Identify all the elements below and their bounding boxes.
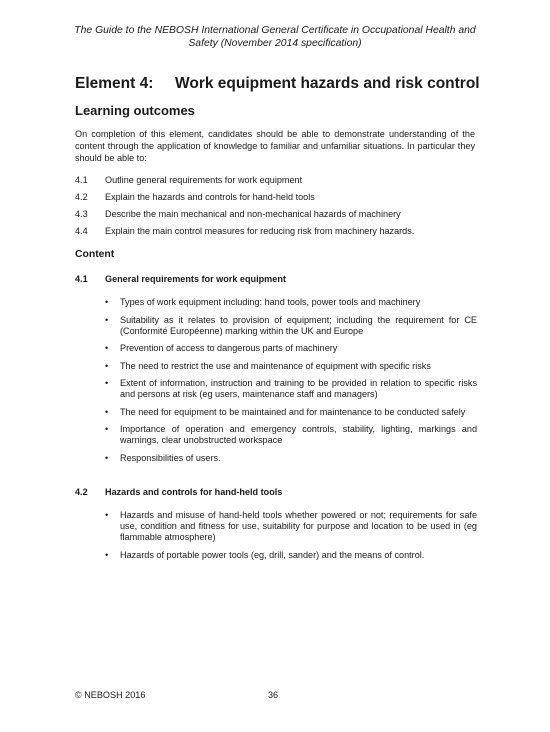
bullet-text: Types of work equipment including: hand tools, power tools and machinery (120, 297, 421, 307)
outcome-text: Explain the hazards and controls for hand-held tools (105, 192, 315, 202)
outcomes-list (75, 174, 485, 242)
outcome-text: Describe the main mechanical and non-mechanical hazards of machinery (105, 209, 401, 219)
element-number: Element 4: (75, 75, 154, 92)
section-bullet-list (105, 510, 477, 567)
element-heading (75, 75, 480, 93)
bullet-icon: • (105, 378, 109, 388)
outcome-text: Explain the main control measures for reducing risk from machinery hazards. (105, 226, 415, 236)
bullet-icon: • (105, 314, 109, 325)
bullet-text: Suitability as it relates to provision of equipment; including the requirement for CE (Conformité Européenne) marking within the UK and Europe (120, 314, 477, 336)
bullet-text: Hazards of portable power tools (eg, drill, sander) and the means of control. (120, 549, 425, 560)
bullet-icon: • (105, 424, 109, 434)
bullet-text: Prevention of access to dangerous parts of machinery (120, 343, 338, 353)
footer-page-number: 36 (268, 690, 279, 700)
bullet-icon: • (105, 549, 109, 560)
bullet-item (105, 315, 477, 337)
outcome-number: 4.2 (75, 192, 88, 202)
bullet-item (105, 510, 477, 543)
bullet-text: The need for equipment to be maintained and for maintenance to be conducted safely (120, 406, 466, 417)
outcome-item (75, 208, 485, 225)
bullet-icon: • (105, 343, 109, 353)
bullet-text: Extent of information, instruction and training to be provided in relation to specific risks and persons at risk (eg users, maintenance staff and managers) (120, 378, 477, 399)
outcome-item (75, 225, 485, 242)
bullet-item (105, 424, 477, 446)
section-bullet-list (105, 297, 477, 470)
bullet-icon: • (105, 360, 109, 371)
section-number: 4.1 (75, 274, 88, 284)
section-title: General requirements for work equipment (105, 274, 286, 284)
bullet-item (105, 361, 477, 372)
learning-outcomes-heading: Learning outcomes (75, 103, 195, 118)
bullet-icon: • (105, 297, 109, 307)
bullet-item (105, 297, 477, 308)
outcome-number: 4.4 (75, 226, 88, 236)
intro-paragraph: On completion of this element, candidates should be able to demonstrate understanding of the content through the application of knowledge to familiar and unfamiliar situations. In particular they should be able to: (75, 129, 475, 163)
bullet-item (105, 378, 477, 400)
bullet-item (105, 407, 477, 418)
section-title: Hazards and controls for hand-held tools (105, 487, 283, 497)
element-title: Work equipment hazards and risk control (175, 75, 480, 92)
bullet-icon: • (105, 406, 109, 417)
outcome-number: 4.3 (75, 209, 88, 219)
bullet-item (105, 343, 477, 354)
bullet-text: Responsibilities of users. (120, 452, 221, 463)
bullet-item (105, 550, 477, 561)
content-heading: Content (75, 249, 115, 260)
footer-copyright: © NEBOSH 2016 (75, 690, 146, 700)
section-heading (75, 487, 282, 497)
bullet-text: The need to restrict the use and maintenance of equipment with specific risks (120, 360, 431, 371)
bullet-item (105, 453, 477, 464)
section-heading (75, 274, 286, 284)
outcome-text: Outline general requirements for work equipment (105, 175, 303, 185)
outcome-item (75, 191, 485, 208)
bullet-icon: • (105, 510, 109, 520)
running-header: The Guide to the NEBOSH International General Certificate in Occupational Health and Safety (November 2014 specification) (74, 25, 476, 49)
outcome-number: 4.1 (75, 175, 88, 185)
section-number: 4.2 (75, 487, 88, 497)
bullet-icon: • (105, 452, 109, 463)
outcome-item (75, 174, 485, 191)
bullet-text: Hazards and misuse of hand-held tools whether powered or not; requirements for safe use, condition and fitness for use, suitability for purpose and location to be used in (eg flammable atmosphere) (120, 510, 477, 542)
bullet-text: Importance of operation and emergency controls, stability, lighting, markings and warnings, clear unobstructed workspace (120, 424, 477, 445)
